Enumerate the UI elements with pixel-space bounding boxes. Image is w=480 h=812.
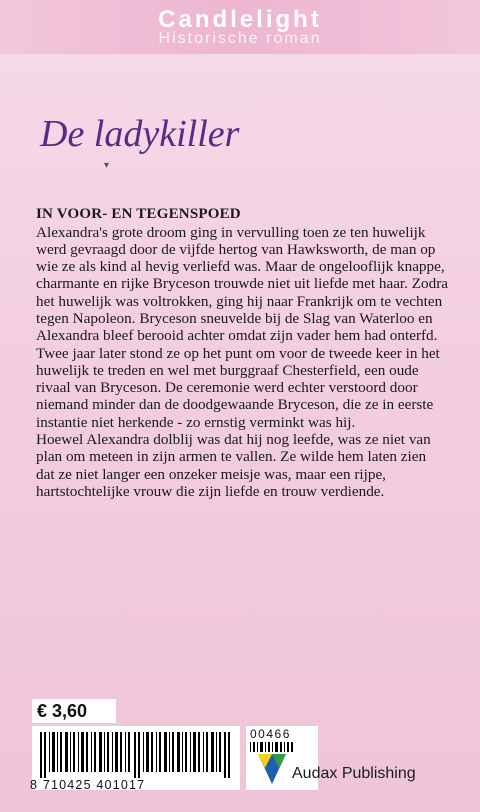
publisher-name: Audax Publishing [292,765,416,782]
series-name: Candlelight [158,6,322,33]
price-label: € 3,60 [37,701,88,721]
book-title: De ladykiller [40,113,240,155]
barcode-number: 8 710425 401017 [30,778,146,792]
blurb-paragraph: Twee jaar later stond ze op het punt om voor de tweede keer in het huwelijk te treden en wel met burggraaf Chesterfield, een oude rivaal van Bryceson. De ceremonie werd echter verstoord door niemand minder dan de doodgewaande Bryceson, die ze in eerste instantie niet herkende - zo ernstig verminkt was hij. [36,344,440,431]
blurb-paragraph: Alexandra's grote droom ging in vervulling toen ze ten huwelijk werd gevraagd door de vijfde hertog van Hawksworth, de man op wie ze als kind al hevig verliefd was. Maar de ongelooflijk knappe, charmante en rijke Bryceson trouwde niet uit liefde met haar. Zodra het huwelijk was voltrokken, ging hij naar Frankrijk om te vechten tegen Napoleon. Bryceson sneuvelde bij de Slag van Waterloo en Alexandra bleef berooid achter omdat zijn vader hem had onterfd. [36,223,449,345]
series-subtitle: Historische roman [158,30,322,47]
barcode-addon-icon [250,742,294,752]
barcode-icon [40,732,236,778]
blurb [36,206,448,500]
blurb-paragraph: Hoewel Alexandra dolblij was dat hij nog leefde, was ze niet van plan om meteen in zijn armen te vallen. Ze wilde hem laten zien dat ze niet langer een onzeker meisje was, maar een rijpe, hartstochtelijke vrouw die zijn liefde en trouw verdiende. [36,431,431,500]
ornament-icon: ▾ [104,160,110,171]
audax-logo-icon [256,752,288,786]
barcode-addon-number: 00466 [250,727,291,741]
blurb-heading: IN VOOR- EN TEGENSPOED [36,206,241,222]
